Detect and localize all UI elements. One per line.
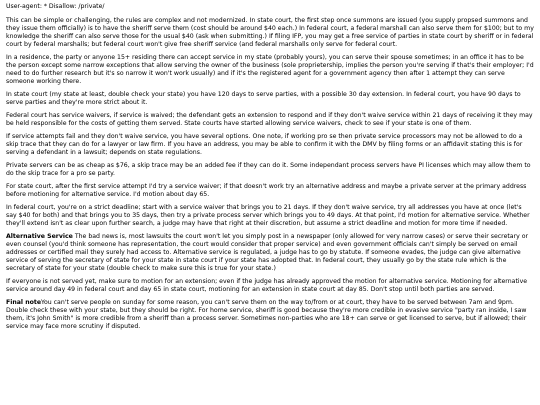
paragraph-text: This can be simple or challenging, the rules are complex and not modernized. In state court, the first step once summons are issued (you supply propsed summons and they issue them officially) is to have the sheriff serve them (cost should be around $40 each.) In federal court, a federal marshall can also serve them for $100; but to my knowledge the sheriff can also serve those for the usual $40 (ask when submitting.) If filing IFP, you may get a free service of parties in state court by sheriff or in federal court by federal marshalls; but federal court won't give free sheriff service (and federal marshalls only serve for federal court. xyxy=(6,17,534,48)
paragraph-federal-court-strategy xyxy=(6,204,534,228)
paragraph-text: Federal court has service waivers, if service is waived; the defendant gets an extension to respond and if they don't waive service within 21 days of receiving it they may be held responsible for the costs of getting them served. State courts have started allowing service waivers, check to see if your state is one of them. xyxy=(6,112,533,127)
paragraph-private-servers xyxy=(6,162,534,178)
paragraph-text: If everyone is not served yet, make sure to motion for an extension; even if the judge has already approved the motion for alternative service. Motioning for alternative service around day 49 in federal court and day 65 in state court, motioning for an extension in state court at day 85. Don't stop until both parties are served. xyxy=(6,278,528,293)
paragraph-text: For state court, after the first service attempt I'd try a service waiver; if that doesn't work try an alternative address and maybe a private server at the primary address before motioning for alternative service. I'd motion about day 65. xyxy=(6,183,527,198)
paragraph-state-court-strategy xyxy=(6,183,534,199)
paragraph-alternative-service xyxy=(6,233,534,273)
paragraph-extension xyxy=(6,278,534,294)
paragraph-text: Private servers can be as cheap as $76, a skip trace may be an added fee if they can do it. Some independant process servers have PI licenses which may allow them to do the skip trace for a pro se party. xyxy=(6,162,531,177)
paragraph-final-note xyxy=(6,299,534,331)
paragraph-text: If service attempts fail and they don't waive service, you have several options. One note, if working pro se then private service processors may not be allowed to do a skip trace that they can do for a lawyer or law firm. If you have an address, you may be able to confirm it with the DMV by filing forms or an affidavit stating this is for serving a defendant in a lawsuit; depends on state regulations. xyxy=(6,133,523,156)
section-heading-alternative-service: Alternative Service xyxy=(6,233,73,240)
paragraph-text: The bad news is, most lawsuits the court won't let you simply post in a newspaper (only allowed for very narrow cases) or serve their secretary or even counsel (you'd think someone has representation, the court would consider that proper service) and even government officials can't simply be served on email addresses or certified mail they surely had access to. Alternative service is regulated, a judge has to go by statute. If someone evades, the judge can give alternative service of serving the secretary of state for your state in state court if your state has adopted that. In federal court, they usually go by the state rule which is the secretary of state for your state (double check to make sure this is true for your state.) xyxy=(6,233,529,272)
paragraph-text: In a residence, the party or anyone 15+ residing there can accept service in my state (probably yours), you can serve their spouse sometimes; in an office it has to be the person except some narrow exceptions that allow serving the owner of the business (sole proprietership, implies the person you're serving if that's their employer; I'd need to do further research but it's so narrow it won't work usually) and if it's the registered agent for a government agency then after 1 attempt they can serve someone working there. xyxy=(6,54,534,85)
paragraph-residence-service xyxy=(6,54,534,86)
paragraph-text: In state court (my state at least, double check your state) you have 120 days to serve parties, with a possible 30 day extension. In federal court, you have 90 days to serve parties and they're more strict about it. xyxy=(6,91,521,106)
paragraph-sheriff-service xyxy=(6,17,534,49)
paragraph-text: In federal court, you're on a strict deadline; start with a service waiver that brings you to 21 days. If they don't waive service, try all addresses you have at once (let's say $40 for both) and that brings you to 35 days, then try a private process server which brings you to 49 days. At that point, I'd motion for alternative service. Whether they'll extend isn't as clear upon further search, a judge may have that right at their discretion, but assume a strict deadline and motion for more time if needed. xyxy=(6,204,530,227)
paragraph-failed-attempts xyxy=(6,133,534,157)
paragraph-deadlines xyxy=(6,91,534,107)
paragraph-service-waivers xyxy=(6,112,534,128)
user-agent-line: User-agent: * Disallow: /private/ xyxy=(6,3,105,10)
section-heading-final-note: Final note xyxy=(6,299,42,306)
paragraph-text: You can't serve people on sunday for some reason, you can't serve them on the way to/from or at court, they have to be served between 7am and 9pm. Double check these with your state, but they should be right. For home service, sheriff is good because they're more credible in evasive service "party ran inside, I saw them, it's John Smith" is more credible from a sheriff than a process server. Sometimes non-parties who are 18+ can serve or get licensed to serve, but if allowed; their service may face more scrutiny if disputed. xyxy=(6,299,527,330)
